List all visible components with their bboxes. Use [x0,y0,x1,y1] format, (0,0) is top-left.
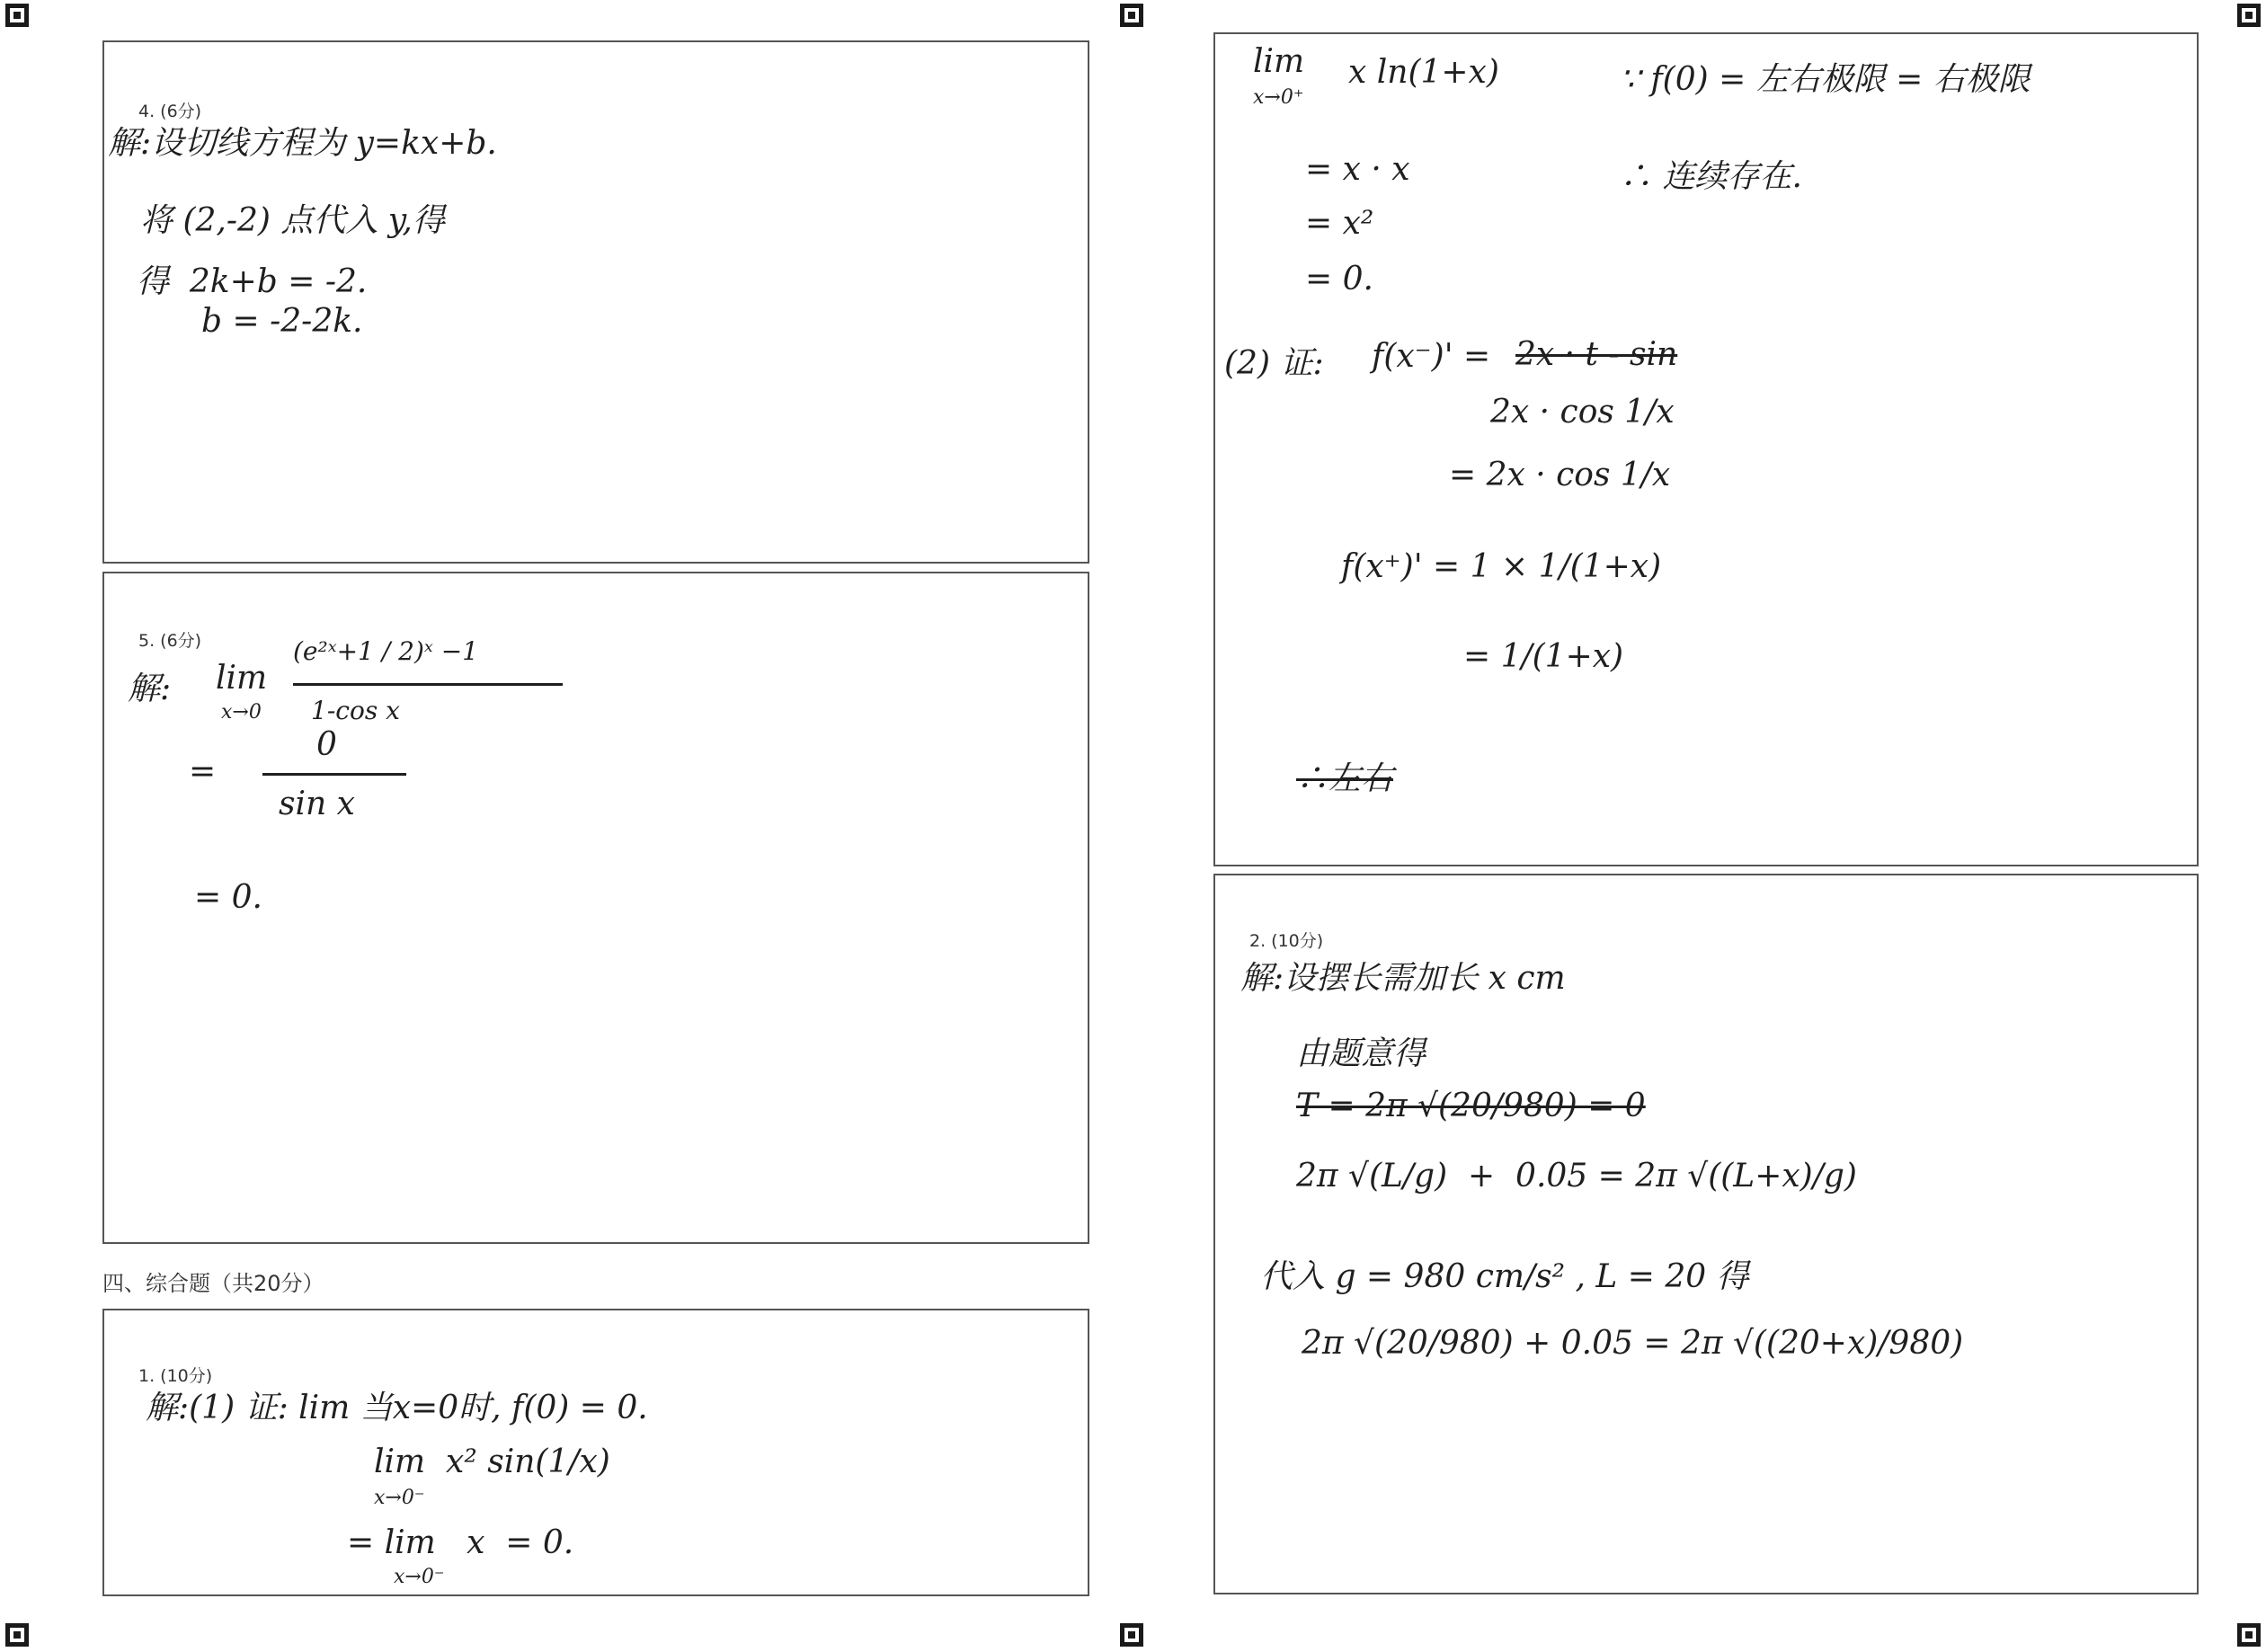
handwriting-line: = 1/(1+x) [1463,638,1624,675]
handwriting-line: 2π √(20/980) + 0.05 = 2π √((20+x)/980) [1302,1325,1964,1362]
fraction-numerator: (e²ˣ+1 / 2)ˣ −1 [293,636,479,666]
limit-subscript: x→0⁻ [374,1487,425,1509]
handwriting-note: ∴ 连续存在. [1620,158,1802,195]
handwriting-line: (2) 证: [1224,345,1324,382]
corner-marker-bottom-center [1120,1623,1143,1647]
handwriting-line: = lim x = 0. [347,1524,574,1561]
corner-marker-top-center [1120,4,1143,27]
fraction-denominator: sin x [279,786,355,822]
answer-box-q4 [102,40,1089,564]
handwriting-line: 解:(1) 证: lim 当x=0时, f(0) = 0. [146,1390,648,1426]
handwriting-jie: 解: [128,671,172,707]
corner-marker-bottom-left [5,1623,29,1647]
handwriting-line: f(x⁺)' = 1 × 1/(1+x) [1341,548,1662,585]
handwriting-line: 解:设摆长需加长 x cm [1240,960,1566,997]
handwriting-line: 代入 g = 980 cm/s² , L = 20 得 [1260,1258,1749,1295]
limit-subscript: x→0⁻ [394,1566,445,1588]
handwriting-line: 将 (2,-2) 点代入 y,得 [140,202,445,239]
handwriting-line: 解:设切线方程为 y=kx+b. [108,125,497,162]
answer-box-q2 [1213,874,2199,1594]
handwriting-line: = 2x · cos 1/x [1449,457,1671,493]
handwriting-result: = 0. [194,879,262,916]
question-label: 2. (10分) [1249,931,1324,951]
fraction-bar [293,683,563,686]
limit-text: lim [1253,43,1305,80]
crossed-out-text: ∴左右 [1296,760,1394,797]
crossed-out-text: T = 2π √(20/980) = 0 [1296,1088,1646,1124]
corner-marker-top-right [2237,4,2261,27]
handwriting-line: 2π √(L/g) + 0.05 = 2π √((L+x)/g) [1296,1158,1857,1195]
section-title: 四、综合题（共20分） [102,1271,324,1296]
question-label: 1. (10分) [138,1366,213,1386]
corner-marker-bottom-right [2237,1623,2261,1647]
fraction-denominator: 1-cos x [311,696,400,725]
handwriting-line: x ln(1+x) [1348,54,1499,91]
handwriting-step: = 0. [1305,261,1373,298]
handwriting-line: f(x⁻)' = [1372,338,1491,375]
answer-box-q1 [102,1309,1089,1596]
crossed-out-text: 2x · t - sin [1515,336,1678,373]
fraction-bar [262,773,406,776]
handwriting-line: b = -2-2k. [201,303,363,340]
handwriting-step: = x² [1305,205,1374,242]
answer-box-q1-continued [1213,32,2199,866]
handwriting-line: lim x² sin(1/x) [374,1443,610,1480]
limit-subscript: x→0 [221,701,262,724]
handwriting-line: 2x · cos 1/x [1490,394,1675,431]
fraction-numerator: 0 [316,726,337,763]
handwriting-line: 得 2k+b = -2. [137,263,368,300]
answer-box-q5 [102,572,1089,1244]
handwriting-equals: = [189,753,217,790]
limit-text: lim [216,660,268,697]
question-label: 4. (6分) [138,102,202,121]
handwriting-note: ∵ f(0) = 左右极限 = 右极限 [1620,61,2031,98]
handwriting-line: 由题意得 [1296,1035,1426,1072]
corner-marker-top-left [5,4,29,27]
question-label: 5. (6分) [138,631,202,651]
limit-subscript: x→0⁺ [1253,86,1304,109]
handwriting-step: = x · x [1305,151,1410,188]
